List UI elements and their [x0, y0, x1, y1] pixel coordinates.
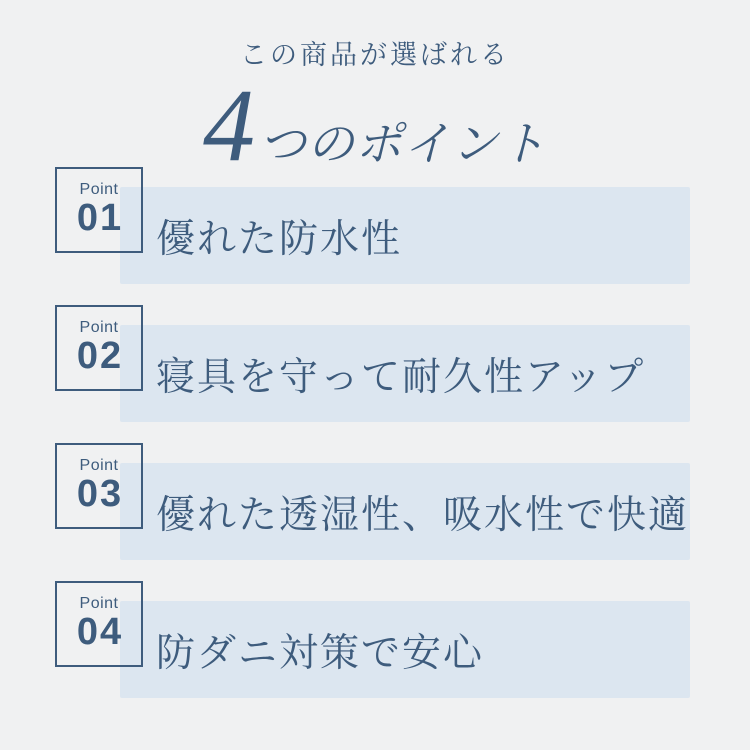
point-label: Point: [79, 319, 119, 337]
point-text: 防ダニ対策で安心: [156, 631, 485, 675]
point-bar: [120, 601, 690, 698]
point-section-1: [0, 167, 750, 307]
point-number-box: [55, 305, 143, 391]
point-number-box: [55, 581, 143, 667]
header-subtitle: この商品が選ばれる: [240, 40, 510, 70]
point-number-box: [55, 443, 143, 529]
point-text: 寝具を守って耐久性アップ: [156, 355, 646, 399]
point-bar: [120, 463, 690, 560]
point-number: 03: [76, 472, 124, 515]
point-bar: [120, 187, 690, 284]
point-number: 01: [76, 196, 124, 239]
point-section-3: [0, 443, 750, 583]
page-title: [0, 68, 750, 183]
point-label: Point: [79, 595, 119, 613]
point-label: Point: [79, 457, 119, 475]
point-text: 優れた防水性: [156, 217, 403, 261]
point-label: Point: [79, 181, 119, 199]
page-header: [0, 0, 750, 183]
point-number-box: [55, 167, 143, 253]
page-title-number: 4: [203, 68, 255, 183]
point-section-2: [0, 305, 750, 445]
point-section-4: [0, 581, 750, 721]
point-number: 04: [76, 610, 124, 653]
page-title-text: つのポイント: [259, 119, 547, 171]
point-bar: [120, 325, 690, 422]
point-number: 02: [76, 334, 124, 377]
point-text: 優れた透湿性、吸水性で快適: [156, 493, 690, 537]
